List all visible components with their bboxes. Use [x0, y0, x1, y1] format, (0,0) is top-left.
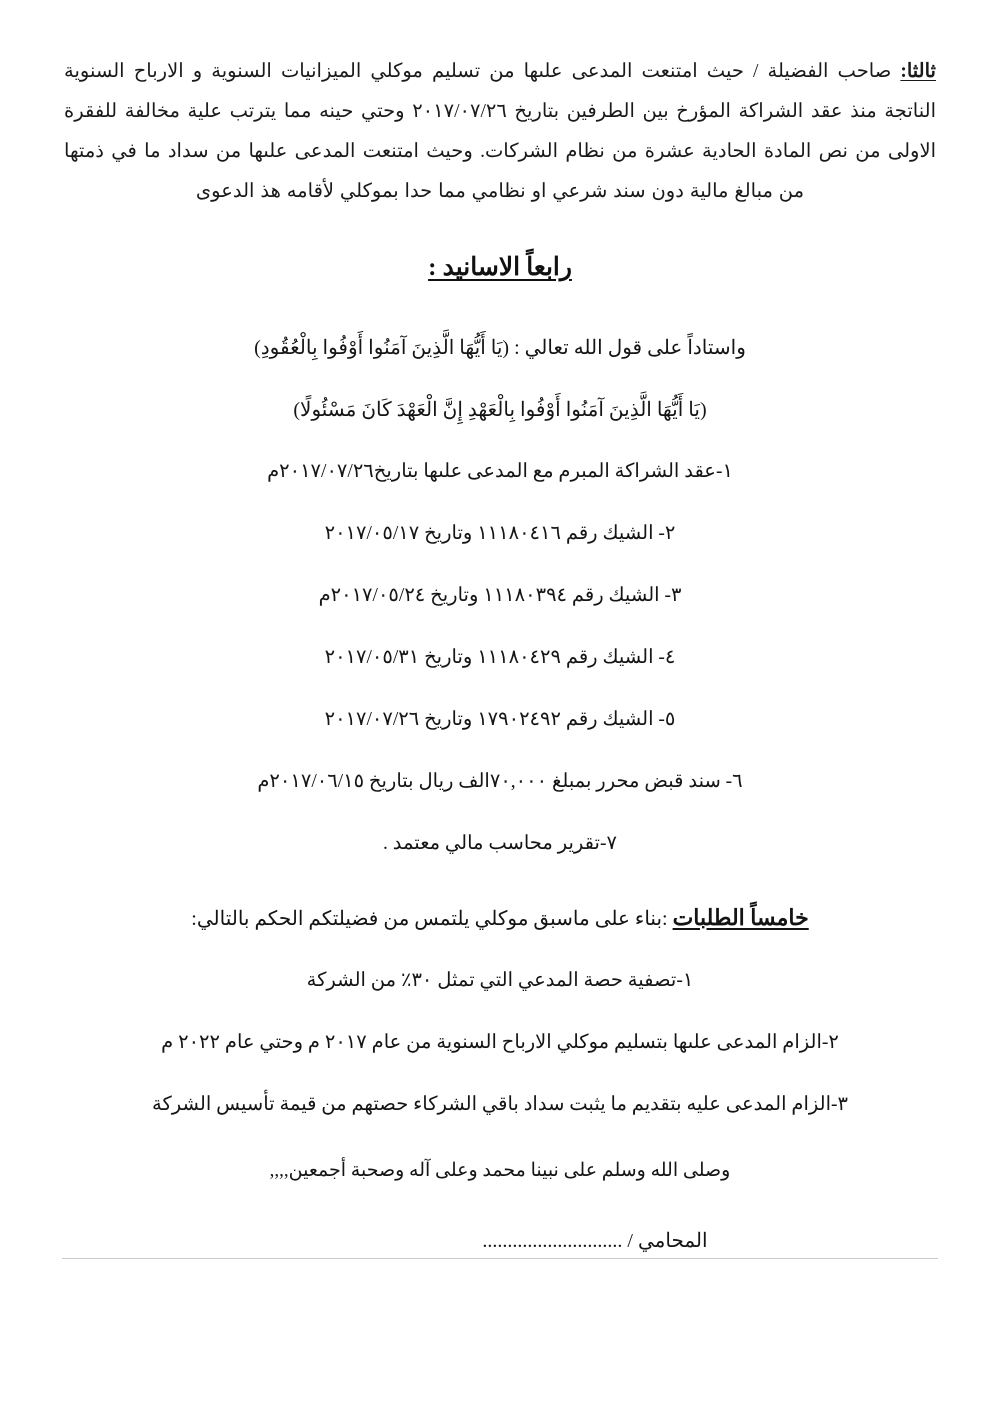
evidence-item: ٤- الشيك رقم ١١١٨٠٤٢٩ وتاريخ ٢٠١٧/٠٥/٣١	[324, 647, 676, 668]
section-heading-demands	[62, 898, 938, 939]
demand-item: ٣-الزام المدعى عليه بتقديم ما يثبت سداد باقي الشركاء حصتهم من قيمة تأسيس الشركة	[152, 1094, 848, 1115]
evidence-second-verse: (يَا أَيُّهَا الَّذِينَ آمَنُوا أَوْفُوا بِالْعَهْدِ إِنَّ الْعَهْدَ كَانَ مَسْئُولًا)	[293, 399, 707, 421]
section-heading-demands-rest: :بناء على ماسبق موكلي يلتمس من فضيلتكم الحكم بالتالي:	[191, 908, 673, 930]
evidence-item: ٦- سند قبض محرر بمبلغ ٧٠,٠٠٠الف ريال بتاريخ ٢٠١٧/٠٦/١٥م	[257, 771, 743, 792]
section-heading-evidence: رابعاً الاسانيد :	[428, 254, 572, 281]
demand-item: ١-تصفية حصة المدعي التي تمثل ٣٠٪ من الشركة	[306, 970, 694, 991]
document-body	[62, 52, 938, 1261]
opening-paragraph-text: صاحب الفضيلة / حيث امتنعت المدعى علىها من تسليم موكلي الميزانيات السنوية و الارباح السنوية الناتجة منذ عقد الشراكة المؤرخ بين الطرفين بتاريخ ٢٠١٧/٠٧/٢٦ وحتي حينه مما يترتب علية مخالفة للفقرة الاولى من نص المادة الحادية عشرة من نظام الشركات. وحيث امتنعت المدعى علىها من سداد ما في ذمتها من مبالغ مالية دون سند شرعي او نظامي مما حدا بموكلي لأقامه هذ الدعوى	[64, 61, 936, 202]
demand-item: ٢-الزام المدعى علىها بتسليم موكلي الارباح السنوية من عام ٢٠١٧ م وحتي عام ٢٠٢٢ م	[161, 1032, 839, 1053]
signature-line: المحامي / ............................	[482, 1230, 708, 1252]
opening-paragraph	[62, 52, 938, 212]
closing-salutation: وصلى الله وسلم على نبينا محمد وعلى آله وصحبة أجمعين,,,,	[269, 1160, 731, 1181]
evidence-item: ٥- الشيك رقم ١٧٩٠٢٤٩٢ وتاريخ ٢٠١٧/٠٧/٢٦	[324, 709, 676, 730]
evidence-item: ١-عقد الشراكة المبرم مع المدعى علىها بتاريخ٢٠١٧/٠٧/٢٦م	[267, 461, 733, 482]
opening-paragraph-lead: ثالثا:	[900, 61, 936, 82]
evidence-intro-verse: واستاداً على قول الله تعالي : (يَا أَيُّهَا الَّذِينَ آمَنُوا أَوْفُوا بِالْعُقُودِ)	[254, 337, 746, 359]
evidence-item: ٧-تقرير محاسب مالي معتمد .	[383, 833, 617, 854]
footer-divider	[62, 1258, 938, 1259]
evidence-item: ٢- الشيك رقم ١١١٨٠٤١٦ وتاريخ ٢٠١٧/٠٥/١٧	[324, 523, 676, 544]
evidence-item: ٣- الشيك رقم ١١١٨٠٣٩٤ وتاريخ ٢٠١٧/٠٥/٢٤م	[318, 585, 682, 606]
section-heading-demands-label: خامساً الطلبات	[672, 905, 809, 930]
